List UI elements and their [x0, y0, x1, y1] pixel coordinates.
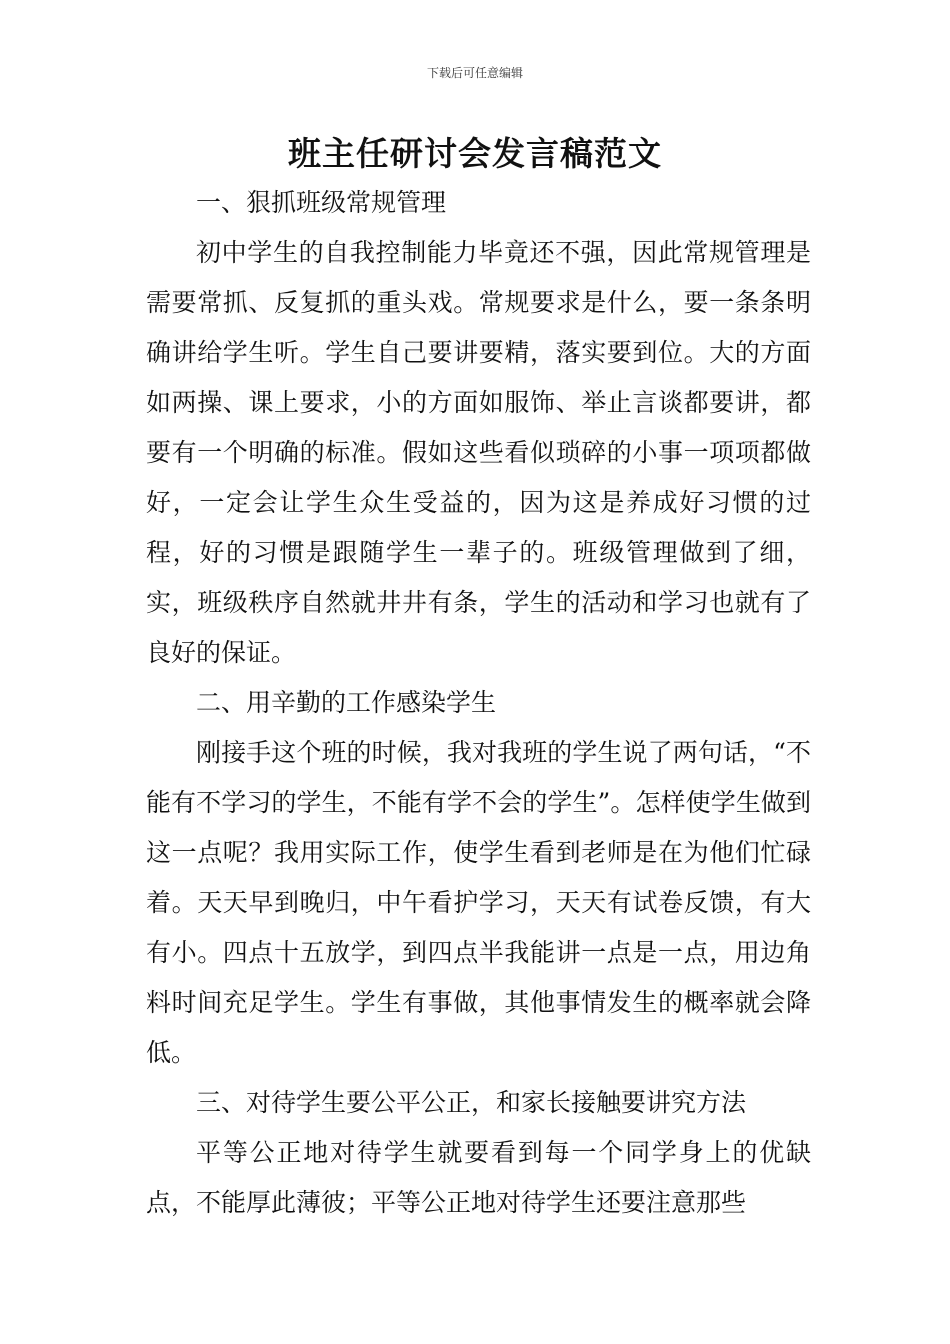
document-body — [146, 178, 811, 1228]
paragraph-3: 平等公正地对待学生就要看到每一个同学身上的优缺点，不能厚此薄彼；平等公正地对待学生还要注意那些 — [146, 1138, 811, 1217]
paragraph-2: 刚接手这个班的时候，我对我班的学生说了两句话，“不能有不学习的学生，不能有学不会的学生”。怎样使学生做到这一点呢？我用实际工作，使学生看到老师是在为他们忙碌着。天天早到晚归，中午看护学习，天天有试卷反馈，有大有小。四点十五放学，到四点半我能讲一点是一点，用边角料时间充足学生。学生有事做，其他事情发生的概率就会降低。 — [146, 738, 811, 1067]
header-note: 下载后可任意编辑 — [426, 66, 523, 80]
section-heading-1: 一、狠抓班级常规管理 — [196, 188, 447, 217]
document-title: 班主任研讨会发言稿范文 — [288, 134, 662, 173]
section-heading-2: 二、用辛勤的工作感染学生 — [196, 688, 497, 717]
paragraph-1: 初中学生的自我控制能力毕竟还不强，因此常规管理是需要常抓、反复抓的重头戏。常规要求是什么，要一条条明确讲给学生听。学生自己要讲要精，落实要到位。大的方面如两操、课上要求，小的方面如服饰、举止言谈都要讲，都要有一个明确的标准。假如这些看似琐碎的小事一项项都做好，一定会让学生众生受益的，因为这是养成好习惯的过程，好的习惯是跟随学生一辈子的。班级管理做到了细，实，班级秩序自然就井井有条，学生的活动和学习也就有了良好的保证。 — [146, 238, 811, 667]
section-heading-3: 三、对待学生要公平公正，和家长接触要讲究方法 — [196, 1088, 747, 1117]
